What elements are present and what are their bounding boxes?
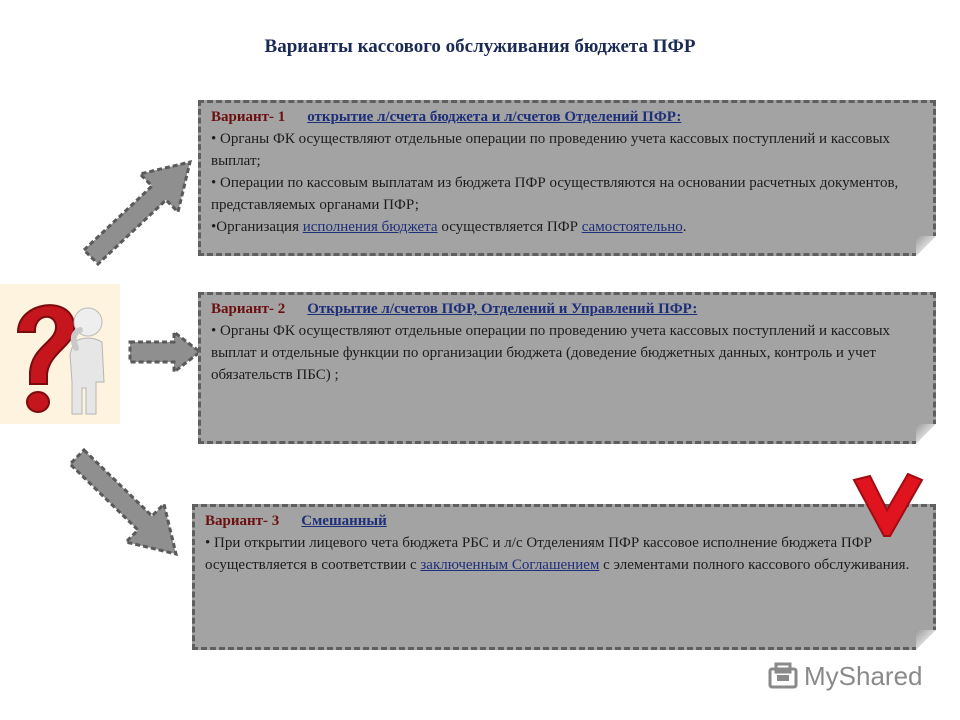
variant-3-label: Вариант- 3	[205, 513, 280, 529]
variant-1-header	[211, 106, 925, 128]
arrow-down-right-icon	[66, 444, 182, 560]
question-figure-icon	[0, 284, 120, 424]
variant-3-header	[205, 510, 925, 532]
independently-link: самостоятельно	[581, 219, 683, 235]
arrow-right-icon	[128, 330, 202, 374]
variant-2-label: Вариант- 2	[211, 301, 286, 317]
variant-2-bullet-1: • Органы ФК осуществляют отдельные операции по проведению учета кассовых поступлений и кассовых выплат и отдельные функции по организации бюджета (доведение бюджетных данных, контроль и учет обязательств ПБС) ;	[211, 323, 891, 383]
watermark-text: MyShared	[804, 660, 923, 691]
variant-3-bullet-1-text: • При открытии лицевого чета бюджета РБС и л/с Отделениям ПФР кассовое исполнение бюджета ПФР осуществляется в соответствии с	[205, 535, 872, 573]
variant-1-heading: открытие л/счета бюджета и л/счетов Отделений ПФР:	[307, 109, 682, 125]
variant-1-label: Вариант- 1	[211, 109, 286, 125]
arrow-up-right-icon	[78, 156, 194, 268]
page-fold	[916, 424, 936, 444]
variant-3-heading: Смешанный	[301, 513, 387, 529]
budget-execution-link: исполнения бюджета	[302, 219, 438, 235]
checkmark-icon	[850, 470, 924, 540]
variant-1-bullet-3-text-2: осуществляется ПФР	[437, 219, 582, 235]
variant-1-bullet-3	[211, 216, 925, 238]
variant-1-bullet-3-text: •Организация	[211, 219, 303, 235]
page-fold	[916, 630, 936, 650]
variant-3-bullet-1	[205, 532, 925, 576]
page-title: Варианты кассового обслуживания бюджета ПФР	[264, 36, 696, 57]
variant-2-heading: Открытие л/счетов ПФР, Отделений и Управлений ПФР:	[307, 301, 698, 317]
agreement-link: заключенным Соглашением	[420, 557, 600, 573]
variant-2-box	[198, 292, 936, 444]
variant-1-bullet-3-end: .	[682, 219, 687, 235]
myshared-logo-icon	[768, 661, 798, 691]
variant-1-box	[198, 100, 936, 256]
variant-1-bullet-1: • Органы ФК осуществляют отдельные операции по проведению учета кассовых поступлений и кассовых выплат;	[211, 131, 891, 169]
page-fold	[916, 236, 936, 256]
variant-1-bullet-2: • Операции по кассовым выплатам из бюджета ПФР осуществляются на основании расчетных документов, представляемых органами ПФР;	[211, 175, 899, 213]
variant-3-bullet-1-end: с элементами полного кассового обслуживания.	[599, 557, 910, 573]
variant-3-box	[192, 504, 936, 650]
myshared-watermark	[768, 658, 923, 694]
variant-2-header	[211, 298, 925, 320]
